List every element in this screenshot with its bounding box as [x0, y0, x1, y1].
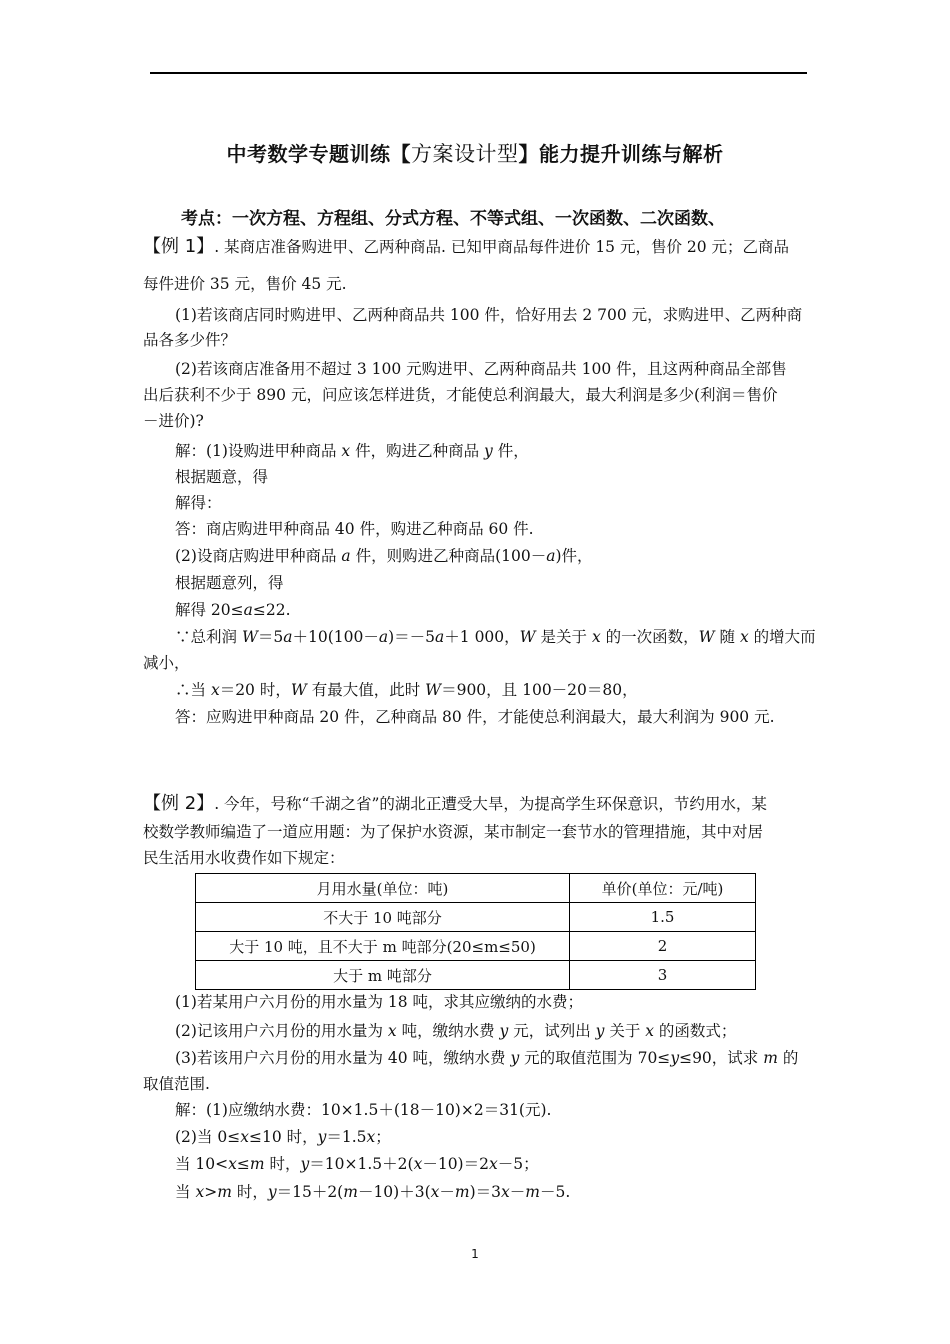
var-W: W — [290, 681, 307, 699]
var-x: x — [501, 1183, 510, 1201]
table-cell: 大于 10 吨，且不大于 m 吨部分(20≤m≤50) — [196, 932, 570, 961]
var-m: m — [454, 1183, 470, 1201]
example1-sol1 — [175, 441, 529, 461]
t: 的一次函数， — [600, 628, 699, 646]
var-W: W — [519, 628, 536, 646]
example1-sol4: 答：商店购进甲种商品 40 件，购进乙种商品 60 件. — [175, 520, 534, 538]
example1-sol10 — [175, 680, 638, 700]
var-x: x — [210, 681, 220, 699]
example1-q2-line3: －进价)? — [143, 412, 204, 430]
example2-sol1: 解：(1)应缴纳水费：10×1.5＋(18－10)×2＝31(元). — [175, 1101, 552, 1119]
example2-q1: (1)若某用户六月份的用水量为 18 吨，求其应缴纳的水费； — [175, 993, 584, 1011]
t: )件， — [555, 547, 593, 565]
var-m: m — [343, 1183, 358, 1201]
table-cell: 2 — [570, 932, 756, 961]
t: ＝900，且 100－20＝80， — [441, 681, 638, 699]
var-m: m — [217, 1183, 232, 1201]
example2-sol2 — [175, 1127, 391, 1147]
kaodian-line: 考点：一次方程、方程组、分式方程、不等式组、一次函数、二次函数、 — [181, 209, 725, 229]
t: 当 — [175, 1183, 196, 1201]
example1-sol9: 减小， — [143, 654, 190, 672]
example1-sol2: 根据题意，得 — [175, 468, 269, 486]
var-x: x — [430, 1183, 440, 1201]
example1-sol5 — [175, 546, 593, 566]
t: (2)当 0≤ — [175, 1128, 241, 1146]
t: 时， — [231, 1183, 268, 1201]
table-header-cell: 月用水量(单位：吨) — [196, 874, 570, 903]
example1-label: 【例 1】 — [143, 236, 215, 257]
title-part1: 中考数学专题训练【 — [226, 142, 411, 166]
table-header-cell: 单价(单位：元/吨) — [570, 874, 756, 903]
t: 是关于 — [535, 628, 592, 646]
table-cell: 1.5 — [570, 903, 756, 932]
t: 吨，缴纳水费 — [396, 1022, 500, 1040]
t: ＝20 时， — [219, 681, 291, 699]
t: ≤90，试求 — [679, 1049, 764, 1067]
example1-sol3: 解得： — [175, 494, 222, 512]
t: ∵总利润 — [175, 628, 242, 646]
var-y: y — [595, 1022, 605, 1040]
t: 件， — [492, 442, 529, 460]
var-W: W — [425, 681, 442, 699]
example1-q2-line1: (2)若该商店准备用不超过 3 100 元购进甲、乙两种商品共 100 件，且这两种商品全部售 — [175, 360, 787, 378]
example1-stem-line1 — [143, 237, 789, 257]
table-row — [196, 961, 756, 990]
t: 随 — [714, 628, 740, 646]
t: ∴当 — [175, 681, 211, 699]
var-y: y — [300, 1155, 310, 1173]
var-x: x — [240, 1128, 249, 1146]
t: ＋10(100－ — [292, 628, 379, 646]
t: 有最大值，此时 — [306, 681, 426, 699]
t: －10)＝2 — [422, 1155, 489, 1173]
t: 时， — [264, 1155, 301, 1173]
var-y: y — [499, 1022, 509, 1040]
water-fee-table — [195, 873, 756, 990]
example1-stem-line2: 每件进价 35 元，售价 45 元. — [143, 275, 347, 293]
var-x: x — [195, 1183, 205, 1201]
var-a: a — [546, 547, 556, 565]
example1-q2-line2: 出后获利不少于 890 元，问应该怎样进货，才能使总利润最大，最大利润是多少(利润＝售价 — [143, 386, 778, 404]
t: 的增大而 — [748, 628, 816, 646]
t: 件，则购进乙种商品(100－ — [350, 547, 547, 565]
example1-q1-line1: (1)若该商店同时购进甲、乙两种商品共 100 件，恰好用去 2 700 元，求购进甲、乙两种商 — [175, 306, 803, 324]
t: －5； — [497, 1155, 539, 1173]
example1-sol11: 答：应购进甲种商品 20 件，乙种商品 80 件，才能使总利润最大，最大利润为 900 元. — [175, 708, 775, 726]
example2-stem-line2: 校数学教师编造了一道应用题：为了保护水资源，某市制定一套节水的管理措施，其中对居 — [143, 823, 764, 841]
var-x: x — [413, 1155, 423, 1173]
t: －5. — [539, 1183, 571, 1201]
t: 解：(1)设购进甲种商品 — [175, 442, 342, 460]
title-part3: 】能力提升训练与解析 — [518, 142, 724, 166]
header-rule — [150, 72, 807, 74]
var-a: a — [378, 628, 389, 646]
t: ＝10×1.5＋2( — [309, 1155, 414, 1173]
t: ＝15＋2( — [276, 1183, 344, 1201]
t: )＝－5 — [388, 628, 436, 646]
var-y: y — [317, 1128, 327, 1146]
table-row — [196, 932, 756, 961]
example2-stem-line3: 民生活用水收费作如下规定： — [143, 849, 345, 867]
t: ＝1.5 — [326, 1128, 367, 1146]
var-a: a — [435, 628, 445, 646]
t: 当 10< — [175, 1155, 229, 1173]
table-row — [196, 903, 756, 932]
example2-q3-line1 — [175, 1048, 798, 1068]
example1-q1-line2: 品各多少件？ — [143, 331, 237, 349]
t: ＝5 — [257, 628, 284, 646]
var-x: x — [387, 1022, 397, 1040]
var-y: y — [267, 1183, 277, 1201]
example2-sol3 — [175, 1154, 539, 1174]
t: 的 — [777, 1049, 799, 1067]
var-y: y — [670, 1049, 680, 1067]
var-m: m — [249, 1155, 265, 1173]
table-header-row — [196, 874, 756, 903]
t: ； — [375, 1128, 391, 1146]
example2-q3-line2: 取值范围. — [143, 1075, 210, 1093]
var-x: x — [228, 1155, 237, 1173]
example1-sol8 — [175, 627, 816, 647]
var-y: y — [510, 1049, 520, 1067]
var-x: x — [739, 628, 749, 646]
t: ≤ — [236, 1155, 250, 1173]
example1-sol6: 根据题意列，得 — [175, 574, 284, 592]
t: 的函数式； — [654, 1022, 737, 1040]
var-m: m — [763, 1049, 778, 1067]
t: 元，试列出 — [508, 1022, 596, 1040]
var-a: a — [243, 601, 253, 619]
var-W: W — [241, 628, 258, 646]
t: 件，购进乙种商品 — [350, 442, 484, 460]
var-m: m — [525, 1183, 540, 1201]
t: ≤10 时， — [248, 1128, 318, 1146]
var-x: x — [591, 628, 601, 646]
example1-sol7 — [175, 600, 291, 620]
example2-stem-line1 — [143, 794, 767, 814]
t: )＝3 — [469, 1183, 502, 1201]
var-x: x — [341, 442, 351, 460]
t: (3)若该用户六月份的用水量为 40 吨，缴纳水费 — [175, 1049, 511, 1067]
page-title — [0, 138, 950, 168]
example1-stem-text: . 某商店准备购进甲、乙两种商品. 已知甲商品每件进价 15 元，售价 20 元；乙商品 — [214, 238, 790, 256]
example2-label: 【例 2】 — [143, 793, 215, 814]
t: 关于 — [604, 1022, 646, 1040]
t: －10)＋3( — [357, 1183, 431, 1201]
t: － — [439, 1183, 455, 1201]
t: (2)设商店购进甲种商品 — [175, 547, 342, 565]
example2-q2 — [175, 1021, 736, 1041]
table-cell: 大于 m 吨部分 — [196, 961, 570, 990]
var-x: x — [488, 1155, 498, 1173]
t: 元的取值范围为 70≤ — [519, 1049, 671, 1067]
example2-stem-text: . 今年，号称“千湖之省”的湖北正遭受大旱，为提高学生环保意识，节约用水，某 — [214, 795, 767, 813]
var-y: y — [484, 442, 493, 460]
page-number: 1 — [471, 1247, 479, 1261]
var-x: x — [645, 1022, 654, 1040]
var-W: W — [698, 628, 715, 646]
t: > — [204, 1183, 218, 1201]
title-part2: 方案设计型 — [411, 142, 519, 166]
t: (2)记该用户六月份的用水量为 — [175, 1022, 388, 1040]
example2-sol4 — [175, 1182, 570, 1202]
t: 解得 20≤ — [175, 601, 244, 619]
table-cell: 不大于 10 吨部分 — [196, 903, 570, 932]
var-x: x — [366, 1128, 376, 1146]
t: ≤22. — [252, 601, 291, 619]
var-a: a — [341, 547, 351, 565]
table-cell: 3 — [570, 961, 756, 990]
t: － — [509, 1183, 526, 1201]
t: ＋1 000， — [444, 628, 520, 646]
var-a: a — [283, 628, 293, 646]
